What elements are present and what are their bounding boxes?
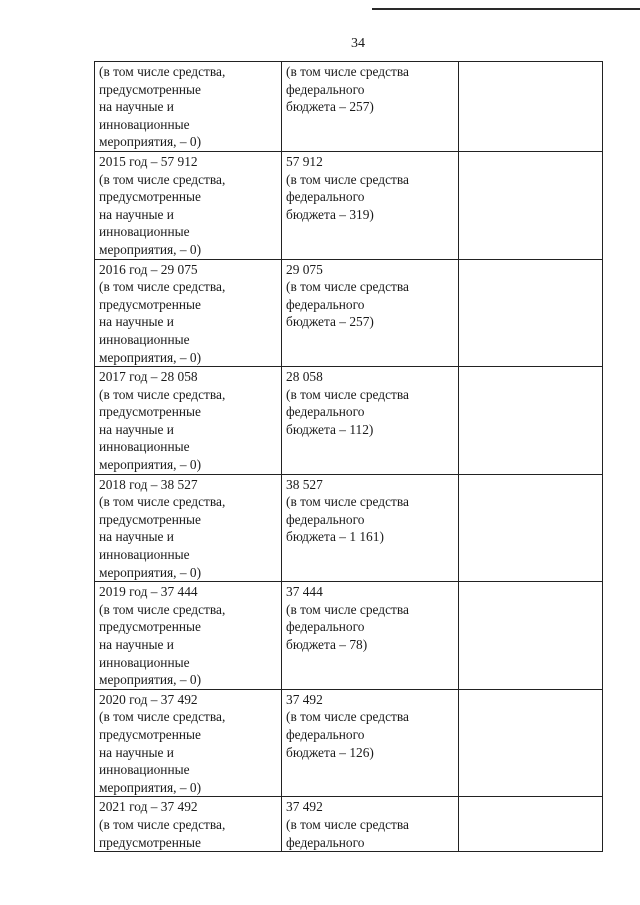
table-row xyxy=(95,474,603,582)
table-row xyxy=(95,689,603,797)
empty-cell xyxy=(459,582,603,690)
page-number: 34 xyxy=(351,36,365,51)
budget-table xyxy=(94,61,603,852)
amount-cell: 37 492 (в том числе средства федерального xyxy=(282,797,459,852)
year-cell: 2021 год – 37 492 (в том числе средства, предусмотренные xyxy=(95,797,282,852)
amount-cell: 28 058 (в том числе средства федерального бюджета – 112) xyxy=(282,367,459,475)
amount-cell: 37 444 (в том числе средства федерального бюджета – 78) xyxy=(282,582,459,690)
amount-cell: 29 075 (в том числе средства федерального бюджета – 257) xyxy=(282,259,459,367)
table-row xyxy=(95,582,603,690)
empty-cell xyxy=(459,474,603,582)
amount-cell: (в том числе средства федерального бюджета – 257) xyxy=(282,62,459,152)
amount-cell: 37 492 (в том числе средства федерального бюджета – 126) xyxy=(282,689,459,797)
table-row xyxy=(95,797,603,852)
amount-cell: 38 527 (в том числе средства федерального бюджета – 1 161) xyxy=(282,474,459,582)
year-cell: 2017 год – 28 058 (в том числе средства, предусмотренные на научные и инновационные мероприятия, – 0) xyxy=(95,367,282,475)
empty-cell xyxy=(459,367,603,475)
table-row xyxy=(95,367,603,475)
top-edge-rule xyxy=(372,8,640,10)
year-cell: 2016 год – 29 075 (в том числе средства, предусмотренные на научные и инновационные мероприятия, – 0) xyxy=(95,259,282,367)
empty-cell xyxy=(459,62,603,152)
empty-cell xyxy=(459,797,603,852)
year-cell: 2020 год – 37 492 (в том числе средства, предусмотренные на научные и инновационные мероприятия, – 0) xyxy=(95,689,282,797)
table-row xyxy=(95,62,603,152)
year-cell: 2015 год – 57 912 (в том числе средства, предусмотренные на научные и инновационные мероприятия, – 0) xyxy=(95,151,282,259)
empty-cell xyxy=(459,259,603,367)
amount-cell: 57 912 (в том числе средства федерального бюджета – 319) xyxy=(282,151,459,259)
table-row xyxy=(95,151,603,259)
empty-cell xyxy=(459,689,603,797)
empty-cell xyxy=(459,151,603,259)
year-cell: (в том числе средства, предусмотренные на научные и инновационные мероприятия, – 0) xyxy=(95,62,282,152)
table-row xyxy=(95,259,603,367)
year-cell: 2018 год – 38 527 (в том числе средства, предусмотренные на научные и инновационные мероприятия, – 0) xyxy=(95,474,282,582)
year-cell: 2019 год – 37 444 (в том числе средства, предусмотренные на научные и инновационные мероприятия, – 0) xyxy=(95,582,282,690)
